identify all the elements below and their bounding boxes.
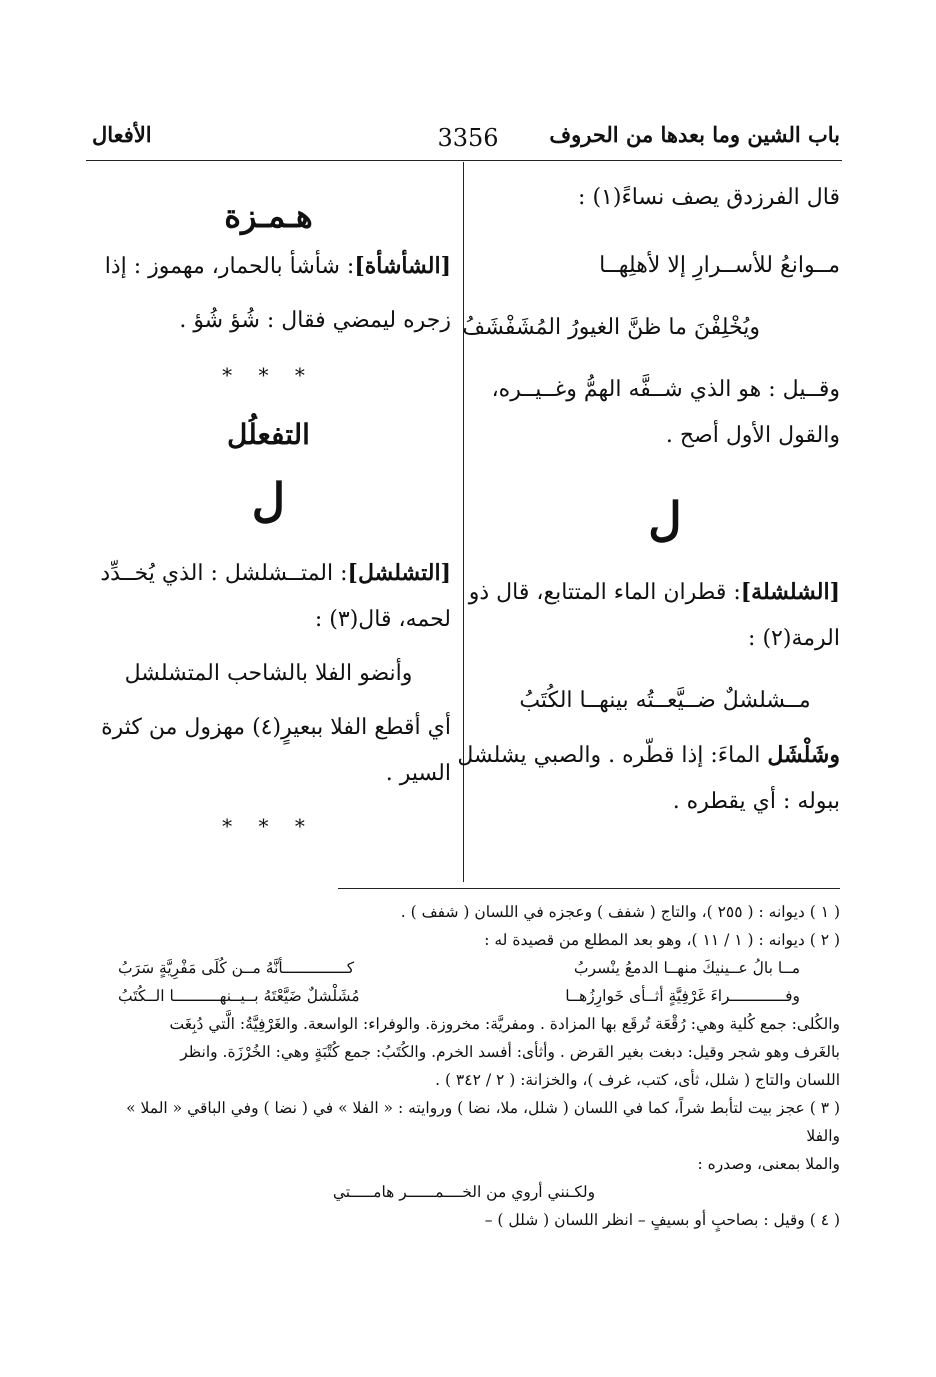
verse-line: مــوانعُ للأســرارِ إلا لأهلِهــا [599,253,840,278]
footnote-3: ( ٣ ) عجز بيت لتأبط شراً، كما في اللسان ( شلل، ملا، نضا ) وروايته : « الفلا » في ( نضا ) وفي الباقي « الملا » والفلا [126,1099,840,1145]
footnote-verse: ولكـنني أروي من الخــــمــــــر هامـــــتي [332,1183,596,1201]
entry-text: : شأشأ بالحمار، مهموز : إذا [104,254,355,279]
paragraph-line: السير . [385,761,451,786]
page-number: 3356 [437,124,499,152]
paragraph-line: أي أقطع الفلا ببعيرٍ(٤) مهزول من كثرة [101,715,451,740]
footnote-verse-row [88,954,840,982]
separator-stars: * * * [222,363,315,387]
header-rule [86,160,842,161]
entry-line [86,246,451,287]
footnote-text: والملا بمعنى، وصدره : [697,1155,840,1173]
section-heading: هـمـزة [224,197,313,235]
right-column [457,178,840,822]
footnote-rule [338,888,840,889]
entry-line: زجره ليمضي فقال : شُؤ شُؤ . [179,308,451,333]
letter-heading: ل [251,473,286,527]
entry-line [468,572,840,613]
entry-line: الرمة(٢) : [748,626,840,651]
paragraph-line: والقول الأول أصح . [665,423,840,448]
entry-term: [التشلشل] [347,560,451,586]
intro-text: قال الفرزدق يصف نساءً(١) : [578,185,840,210]
footnote-2-intro: ( ٢ ) ديوانه : ( ١ / ١١ )، وهو بعد المطلع من قصيدة له : [484,931,840,949]
entry-line: لحمه، قال(٣) : [314,607,451,632]
letter-heading: ل [648,492,682,546]
section-heading: التفعلُل [227,418,310,451]
footnotes [88,898,840,1234]
footnote-text: اللسان والتاج ( شلل، ثأى، كتب، غرف )، والخزانة: ( ٢ / ٣٤٢ ) . [435,1071,840,1089]
entry-line [86,553,451,594]
entry-text: الماءَ: إذا قطّره . والصبي يشلشل [457,743,761,768]
entry-term: وشَلْشَل [767,742,840,768]
paragraph-line: ببوله : أي يقطره . [672,789,840,814]
verse-line: وأنضو الفلا بالشاحب المتشلشل [124,661,413,686]
footnote-1: ( ١ ) ديوانه : ( ٢٥٥ )، والتاج ( شفف ) وعجزه في اللسان ( شفف ) . [400,903,840,921]
running-header-section: الأفعال [92,122,152,147]
footnote-verse-hemistich: وفــــــــــــراءَ غَرْفِيَّةٍ أثــأى خَوارِزُهــا [565,987,800,1005]
footnote-text: والكُلى: جمع كُلية وهي: رُقْعَة تُرقَع بها المزادة . ومفريَّة: مخروزة. والوفراء: الواسعة. والغَرْفِيَّةُ: الَّتي دُبِغَت [169,1015,840,1033]
entry-text: : المتــشلشل : الذي يُخــدِّد [100,561,348,586]
entry-term: [الشأشأة] [354,253,451,279]
verse-line: مــشلشلٌ ضــيَّعــتُه بينهــا الكُتَبُ [519,688,811,713]
entry-term: [الشلشلة] [740,579,840,605]
paragraph-line: وقــيل : هو الذي شــفَّه الهمُّ وغــيــره، [491,377,840,402]
footnote-verse-hemistich: مــا بالُ عــينيكَ منهــا الدمعُ ينْسربُ [573,959,800,977]
separator-stars: * * * [222,814,315,838]
footnote-text: بالغَرف وهو شجر وقيل: دبغت بغير القرض . وأثأى: أفسد الخرم. والكُتَبُ: جمع كُتْبَةٍ وهي: الخُرْزَة. وانظر [180,1043,840,1061]
entry-text: : قطران الماء المتتابع، قال ذو [468,580,741,605]
left-column [86,178,451,858]
footnote-verse-hemistich: مُشَلْشلٌ ضَيَّعْتَهُ بــيــنهــــــــــا الــكُتَبُ [118,987,360,1005]
footnote-verse-hemistich: كــــــــــــــأنَّهُ مــن كُلَى مَفْرِيَّةٍ سَرَبُ [118,959,355,977]
footnote-verse-row [88,982,840,1010]
footnote-4: ( ٤ ) وقيل : بصاحبٍ أو بسيفٍ – انظر اللسان ( شلل ) – [484,1211,840,1229]
paragraph-line [457,735,840,776]
running-header-chapter: باب الشين وما بعدها من الحروف [549,122,840,147]
verse-line: ويُخْلِفْنَ ما ظنَّ الغيورُ المُشَفْشَفُ [462,315,760,340]
